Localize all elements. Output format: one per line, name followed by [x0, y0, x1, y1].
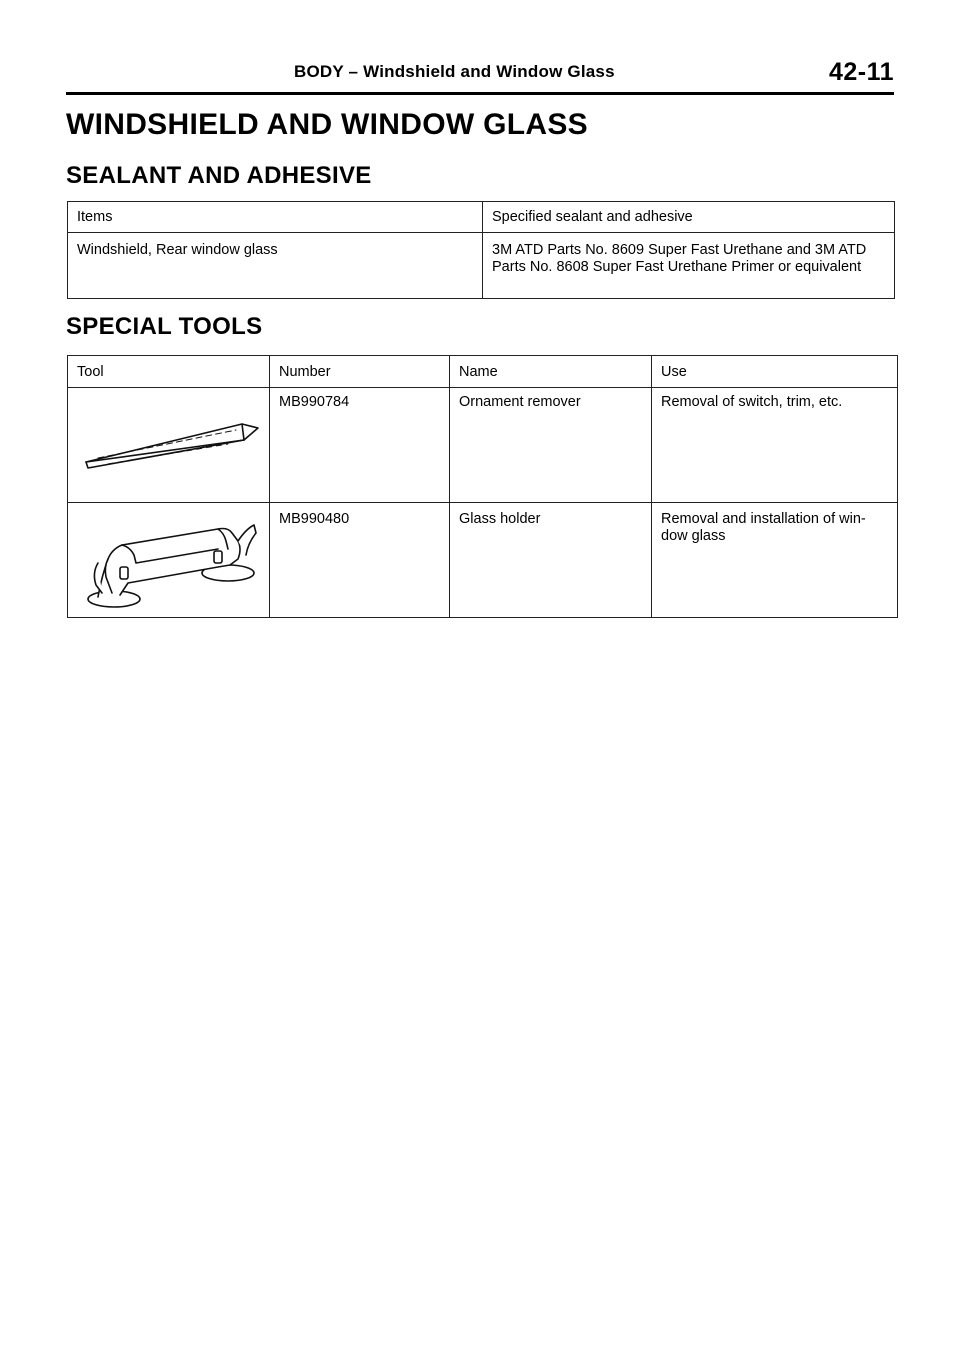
tool-use: Removal and installation of win-dow glass [652, 503, 898, 618]
table-row [68, 503, 898, 618]
column-header-number: Number [270, 356, 450, 388]
page-title: WINDSHIELD AND WINDOW GLASS [66, 108, 588, 141]
column-header-use: Use [652, 356, 898, 388]
table-header-row [68, 202, 895, 233]
tool-number: MB990784 [270, 388, 450, 503]
running-title: BODY – Windshield and Window Glass [294, 62, 615, 81]
column-header-spec: Specified sealant and adhesive [483, 202, 895, 233]
special-tools-table [67, 355, 898, 618]
table-header-row [68, 356, 898, 388]
tool-use: Removal of switch, trim, etc. [652, 388, 898, 503]
glass-holder-icon [68, 503, 270, 617]
tool-illustration-cell [68, 388, 270, 503]
ornament-remover-icon [68, 388, 270, 502]
sealant-item: Windshield, Rear window glass [68, 233, 483, 299]
tool-name: Glass holder [450, 503, 652, 618]
column-header-tool: Tool [68, 356, 270, 388]
tool-name: Ornament remover [450, 388, 652, 503]
sealant-heading: SEALANT AND ADHESIVE [66, 162, 372, 189]
table-row [68, 388, 898, 503]
tool-illustration-cell [68, 503, 270, 618]
special-tools-heading: SPECIAL TOOLS [66, 313, 263, 340]
tool-number: MB990480 [270, 503, 450, 618]
sealant-table [67, 201, 895, 299]
column-header-items: Items [68, 202, 483, 233]
column-header-name: Name [450, 356, 652, 388]
table-row [68, 233, 895, 299]
sealant-spec: 3M ATD Parts No. 8609 Super Fast Urethane and 3M ATD Parts No. 8608 Super Fast Urethane Primer or equivalent [483, 233, 895, 299]
running-header [66, 58, 894, 95]
page-number: 42-11 [828, 58, 894, 86]
